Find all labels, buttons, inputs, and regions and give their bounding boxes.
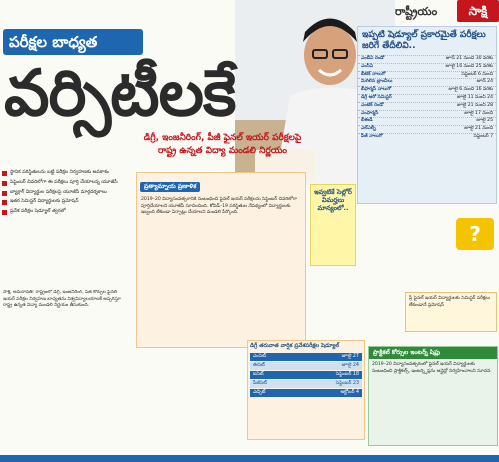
schedule-label: ఎంబీఏ రెండో <box>361 56 385 61</box>
side-note <box>405 292 497 332</box>
schedule-title: ఇప్పటి షెడ్యూల్ ప్రకారమైతే పరీక్షలు జరిగే తేదీలివి.. <box>362 30 486 51</box>
key-point <box>2 190 122 197</box>
schedule-label: పీజీ నాలుగో <box>361 133 383 139</box>
entrance-exam-row <box>250 353 362 361</box>
side-note-text: ప్రీ ఫైనల్ ఇయర్ విద్యార్థులకు సెమిస్టర్ పరీక్షలు లేకుండానే ప్రమోషన్ <box>409 296 491 308</box>
schedule-label: బీఈడీ <box>361 118 373 124</box>
exam-date: సెప్టెంబర్ 23 <box>335 381 359 386</box>
section-name: రాష్ట్రీయం <box>395 5 438 18</box>
schedule-label: ఎంఫార్మసీ <box>361 110 379 116</box>
schedule-row <box>358 117 496 125</box>
highlight-quote-text: ఇవ్వటికే సెల్లోర్ విమర్హలు మాన్యంలో.. <box>314 188 352 212</box>
key-point-text: ప్రవేశ పరీక్షల షెడ్యూల్ త్వరలో <box>10 209 66 215</box>
key-point <box>2 199 122 206</box>
schedule-value: జూన్ 21 నుంచి 30 వరకు <box>445 56 493 61</box>
bullet-icon <box>2 181 7 186</box>
schedule-value: జూలై 25 <box>476 118 493 124</box>
bullet-icon <box>2 200 7 205</box>
schedule-value: జూన్ 24 <box>476 79 493 85</box>
exam-schedule-box <box>357 26 497 204</box>
schedule-row <box>358 86 496 94</box>
schedule-value: జూలై 6 నుంచి 16 వరకు <box>448 87 493 93</box>
entrance-exam-title: డిగ్రీ తరువాత వార్షిక ప్రవేశపరీక్షల షెడ్యూల్ <box>250 343 340 349</box>
bullet-icon <box>2 191 7 196</box>
bullet-icon <box>2 210 7 215</box>
exam-name: ఈసెట్ <box>253 363 265 368</box>
entrance-exam-row <box>250 371 362 379</box>
schedule-label: ఎల్ఎల్బీ <box>361 126 377 132</box>
question-icon: ? <box>456 218 494 250</box>
schedule-row <box>358 71 496 79</box>
schedule-value: జూలై 21 నుంచి <box>464 126 493 132</box>
exam-date: సెప్టెంబర్ 18 <box>335 372 359 377</box>
entrance-exam-table <box>247 340 365 440</box>
schedule-label: ఎంటెక్ రెండో <box>361 102 384 108</box>
practicals-box <box>368 346 498 446</box>
exam-date: అక్టోబర్ 4 <box>340 390 359 395</box>
masthead <box>395 0 499 24</box>
schedule-value: జూలై 11 నుంచి 24 <box>456 94 493 100</box>
exam-date: జూలై 24 <box>341 363 359 368</box>
schedule-value: సెప్టెంబర్ 7 <box>473 133 493 139</box>
article-body <box>3 290 128 450</box>
schedule-row <box>358 125 496 133</box>
schedule-row <box>358 110 496 118</box>
key-point <box>2 170 122 177</box>
newspaper-logo: సాక్షి <box>457 0 499 22</box>
schedule-value: సెప్టెంబర్ 6 నుంచి <box>461 71 493 77</box>
practicals-text: 2019–20 విద్యాసంవత్సరంలో ఫైనల్ ఇయర్ విద్యార్థులకు సంబంధించి ప్రాక్టికల్స్, ఇంటర్న్షిప్లను ఆన్లైన్లో నిర్వహించాలని సూచన. <box>372 362 492 374</box>
exam-name: ఎంసెట్ <box>253 354 266 359</box>
exam-name: ఎడ్సెట్ <box>253 390 266 395</box>
exam-name: పీజీసెట్ <box>253 381 267 386</box>
key-point <box>2 209 122 216</box>
schedule-value: జూలై 17 నుంచి <box>464 110 493 116</box>
schedule-row <box>358 55 496 63</box>
key-point-text: బ్యాక్లాగ్ విద్యార్థుల పరీక్షలపై యూజీసీ మార్గదర్శకాలు <box>10 189 107 195</box>
article-intro: సాక్షి, అమరావతి: రాష్ట్రంలో డిగ్రీ, ఇంజనీరింగ్, పీజీ కోర్సుల ఫైనల్ ఇయర్ పరీక్షల నిర్వహణ బాధ్యతను విశ్వవిద్యాలయాలకే అప్పగిస్తూ రాష్ట్ర ఉన్నత విద్యా మండలి నిర్ణయం తీసుకుంది. <box>3 290 121 309</box>
entrance-exam-row <box>250 389 362 397</box>
entrance-exam-row <box>250 362 362 370</box>
schedule-row <box>358 102 496 110</box>
schedule-label: బీటెక్ నాలుగో <box>361 71 386 77</box>
schedule-label: డిగ్రీ ఆరో సెమిస్టర్ <box>361 94 392 100</box>
key-point-text: ఇతర సెమిస్టర్ విద్యార్థులకు ప్రమోషన్ <box>10 199 79 205</box>
bullet-icon <box>2 171 7 176</box>
schedule-value: జూలై 21 నుంచి 28 <box>456 102 493 108</box>
schedule-row <box>358 78 496 86</box>
alternative-plan-text: 2019–20 విద్యాసంవత్సరానికి సంబంధించి ఫైనల్ ఇయర్ పరీక్షలను సెప్టెంబర్ చివరిలోగా పూర్తిచేయాలని యూజీసీ సూచించింది. కోవిడ్–19 పరిస్థితుల నేపథ్యంలో విద్యార్థులకు ఇబ్బంది లేకుండా ఏర్పాట్లు చేయాలని మండలి పేర్కొంది. <box>141 197 298 216</box>
headline: వర్సిటీలకే <box>4 57 236 131</box>
schedule-value: జూలై 16 నుంచి 25 వరకు <box>445 63 493 69</box>
highlight-quote <box>310 184 356 266</box>
practicals-title: ప్రాక్టికల్ కోర్సుల ఇంటర్న్ షిప్లు <box>369 347 497 359</box>
exam-name: ఐసెట్ <box>253 372 264 377</box>
subhead: డిగ్రీ, ఇంజనీరింగ్, పీజీ ఫైనల్ ఇయర్ పరీక్షలపై రాష్ట్ర ఉన్నత విద్యా మండలి నిర్ణయం <box>143 133 302 156</box>
key-point-text: స్థానిక పరిస్థితులను బట్టి పరీక్షల నిర్వహణకు అవకాశం <box>10 170 110 175</box>
alternative-plan-title: ప్రత్యామ్నాయ ప్రణాళిక <box>140 182 200 192</box>
schedule-label: బీఫార్మసీ నాలుగో <box>361 87 392 93</box>
key-points <box>2 170 122 219</box>
schedule-label: మిగిలిన బ్రాంచీలు <box>361 79 393 85</box>
schedule-row <box>358 133 496 141</box>
key-point-text: సెప్టెంబర్ చివరిలోగా ఈ పరీక్షలు పూర్తి చేయాలన్న యూజీసీ <box>10 179 118 185</box>
entrance-exam-row <box>250 380 362 388</box>
footer-strip <box>0 455 499 462</box>
exam-date: జూలై 27 <box>341 354 359 359</box>
schedule-row <box>358 94 496 102</box>
key-point <box>2 180 122 187</box>
kicker: పరీక్షల బాధ్యత <box>3 29 143 55</box>
schedule-label: ఎంసీఏ <box>361 63 374 69</box>
schedule-row <box>358 63 496 71</box>
alternative-plan-box <box>136 172 306 348</box>
